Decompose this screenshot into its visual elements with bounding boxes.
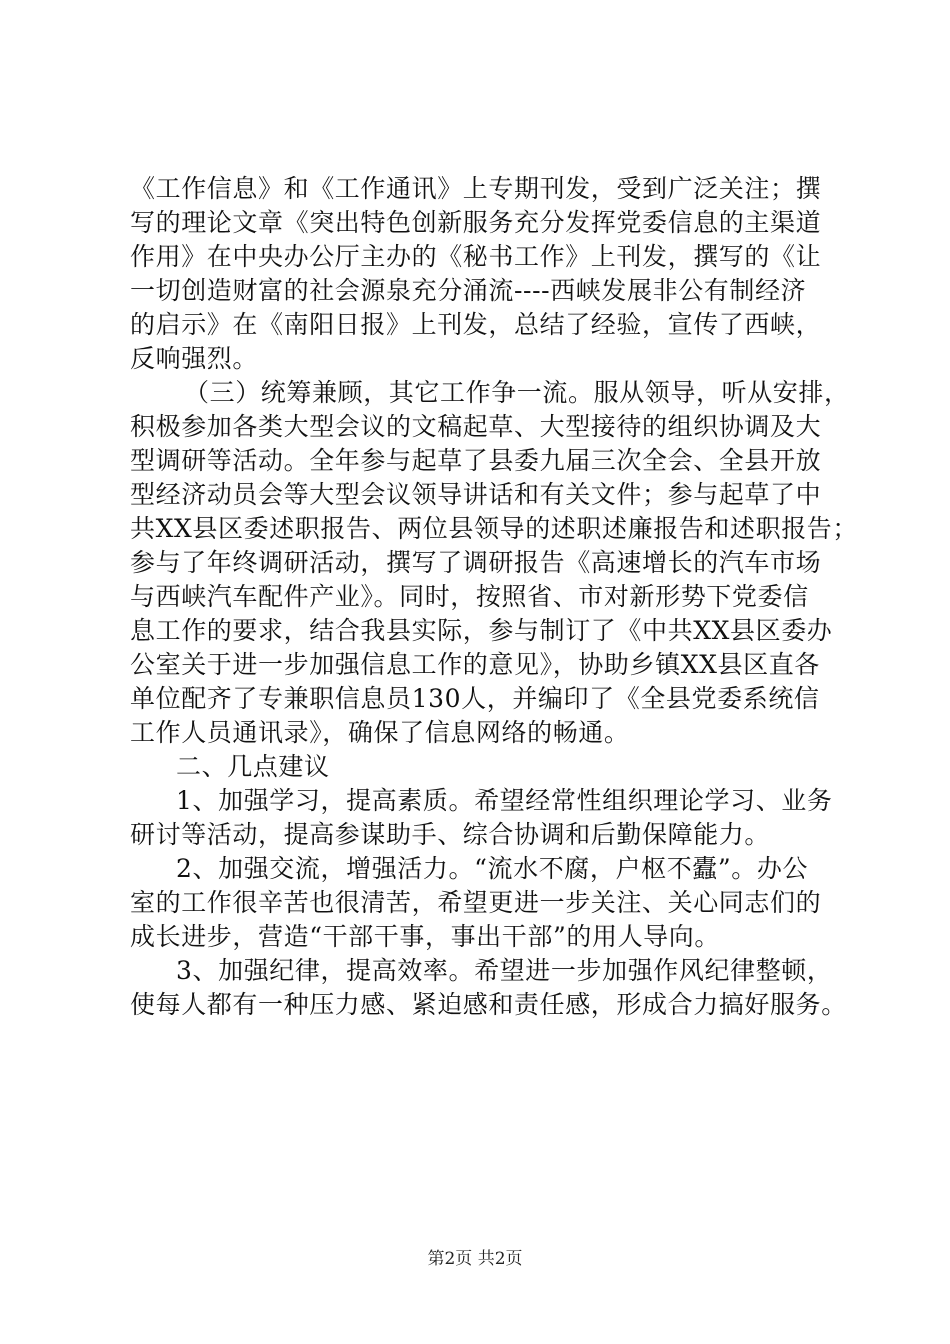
body-line: 息工作的要求，结合我县实际，参与制订了《中共XX县区委办 [130, 616, 833, 645]
body-line: 成长进步，营造“干部干事，事出干部”的用人导向。 [130, 922, 720, 951]
body-line: 型调研等活动。全年参与起草了县委九届三次全会、全县开放 [130, 446, 822, 475]
body-line: 与西峡汽车配件产业》。同时，按照省、市对新形势下党委信 [130, 582, 809, 611]
paragraph-start-line: 1、加强学习，提高素质。希望经常性组织理论学习、业务 [176, 786, 833, 815]
body-line: 共XX县区委述职报告、两位县领导的述职述廉报告和述职报告； [130, 514, 858, 543]
paragraph-start-line: 2、加强交流，增强活力。“流水不腐，户枢不蠹”。办公 [176, 854, 809, 883]
body-line: 的启示》在《南阳日报》上刊发，总结了经验，宣传了西峡， [130, 310, 822, 339]
body-line: 公室关于进一步加强信息工作的意见》，协助乡镇XX县区直各 [130, 650, 820, 679]
body-line: 工作人员通讯录》，确保了信息网络的畅通。 [130, 718, 630, 747]
paragraph-start-line: 3、加强纪律，提高效率。希望进一步加强作风纪律整顿， [176, 956, 833, 985]
body-line: 单位配齐了专兼职信息员130人，并编印了《全县党委系统信 [130, 684, 820, 713]
body-line: 写的理论文章《突出特色创新服务充分发挥党委信息的主渠道 [130, 208, 822, 237]
body-line: 《工作信息》和《工作通讯》上专期刊发，受到广泛关注；撰 [130, 174, 822, 203]
body-line: 参与了年终调研活动，撰写了调研报告《高速增长的汽车市场 [130, 548, 822, 577]
page-footer: 第2页 共2页 [427, 1249, 523, 1269]
body-line: 一切创造财富的社会源泉充分涌流----西峡发展非公有制经济 [130, 276, 807, 305]
body-line: 作用》在中央办公厅主办的《秘书工作》上刊发，撰写的《让 [130, 242, 822, 271]
paragraph-start-line: （三）统筹兼顾，其它工作争一流。服从领导，听从安排， [184, 378, 850, 407]
body-line: 积极参加各类大型会议的文稿起草、大型接待的组织协调及大 [130, 412, 822, 441]
body-line: 室的工作很辛苦也很清苦，希望更进一步关注、关心同志们的 [130, 888, 822, 917]
body-line: 型经济动员会等大型会议领导讲话和有关文件；参与起草了中 [130, 480, 822, 509]
body-line: 反响强烈。 [130, 344, 259, 373]
body-line: 使每人都有一种压力感、紧迫感和责任感，形成合力搞好服务。 [130, 990, 847, 1019]
body-line: 研讨等活动，提高参谋助手、综合协调和后勤保障能力。 [130, 820, 771, 849]
section-heading: 二、几点建议 [176, 752, 330, 781]
